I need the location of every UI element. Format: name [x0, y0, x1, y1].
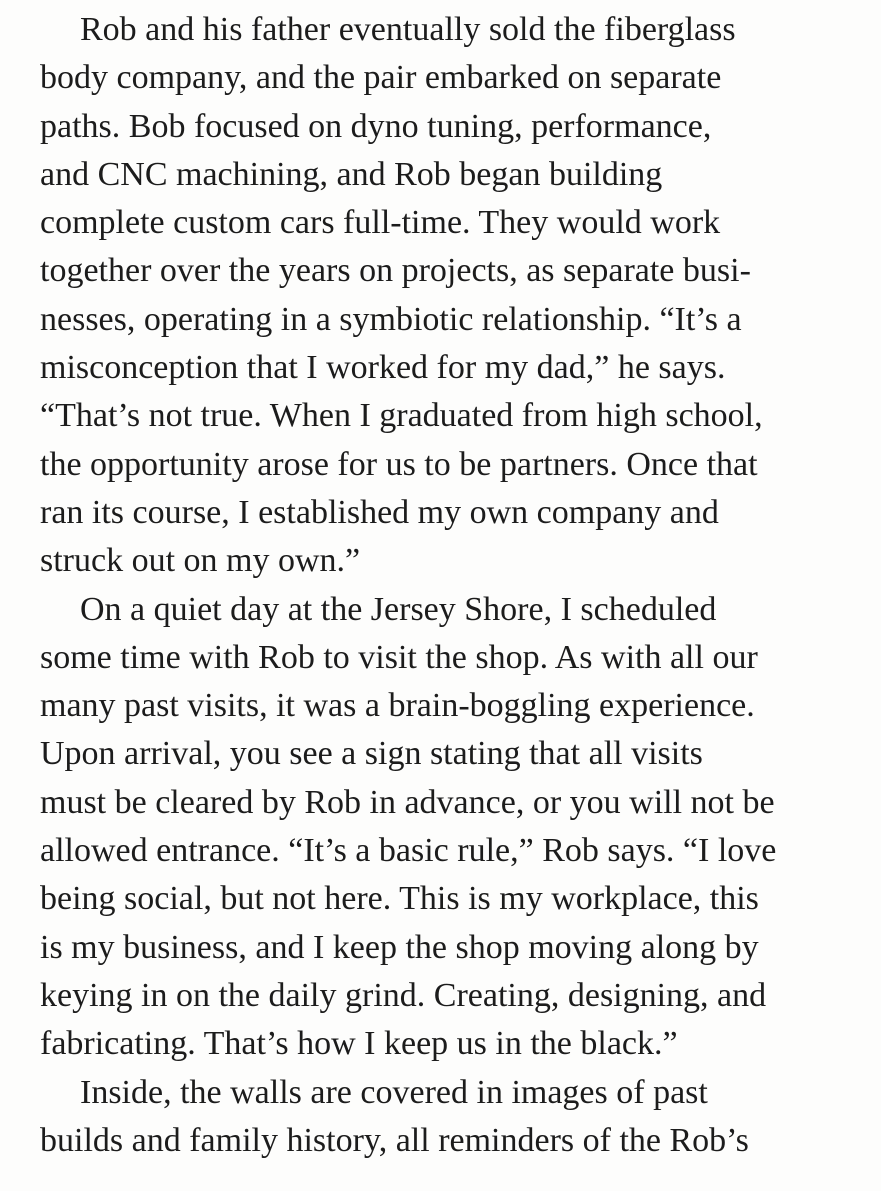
article-body: [40, 6, 860, 1165]
text-line: the opportunity arose for us to be partners. Once that: [40, 445, 758, 483]
text-line: paths. Bob focused on dyno tuning, performance,: [40, 107, 712, 145]
text-line: struck out on my own.”: [40, 542, 361, 580]
text-line: keying in on the daily grind. Creating, designing, and: [40, 976, 767, 1014]
cut-off-top-line: [160, 0, 640, 4]
text-line: being social, but not here. This is my workplace, this: [40, 880, 759, 918]
text-line: Rob and his father eventually sold the fiberglass: [80, 11, 736, 48]
text-line: is my business, and I keep the shop moving along by: [40, 928, 759, 966]
text-line: Inside, the walls are covered in images of past: [80, 1073, 708, 1111]
text-line: together over the years on projects, as separate busi-: [40, 252, 751, 290]
text-line: “That’s not true. When I graduated from high school,: [40, 397, 763, 435]
paragraph-sale-of-company: [40, 6, 860, 586]
text-line: must be cleared by Rob in advance, or you will not be: [40, 783, 775, 821]
paragraph-shop-interior: [40, 1069, 860, 1166]
text-line: and CNC machining, and Rob began building: [40, 155, 663, 193]
text-line: builds and family history, all reminders of the Rob’s: [40, 1121, 749, 1159]
text-line: allowed entrance. “It’s a basic rule,” Rob says. “I love: [40, 832, 777, 870]
text-line: ran its course, I established my own company and: [40, 493, 719, 531]
text-line: fabricating. That’s how I keep us in the black.”: [40, 1025, 678, 1063]
text-line: nesses, operating in a symbiotic relationship. “It’s a: [40, 300, 742, 338]
text-line: some time with Rob to visit the shop. As with all our: [40, 638, 758, 676]
text-line: On a quiet day at the Jersey Shore, I scheduled: [80, 590, 717, 628]
text-line: body company, and the pair embarked on separate: [40, 59, 722, 97]
text-line: misconception that I worked for my dad,” he says.: [40, 349, 726, 387]
text-line: Upon arrival, you see a sign stating that all visits: [40, 735, 703, 773]
text-line: complete custom cars full-time. They would work: [40, 204, 721, 242]
paragraph-shop-visit: [40, 586, 860, 1069]
text-line: many past visits, it was a brain-boggling experience.: [40, 687, 755, 725]
